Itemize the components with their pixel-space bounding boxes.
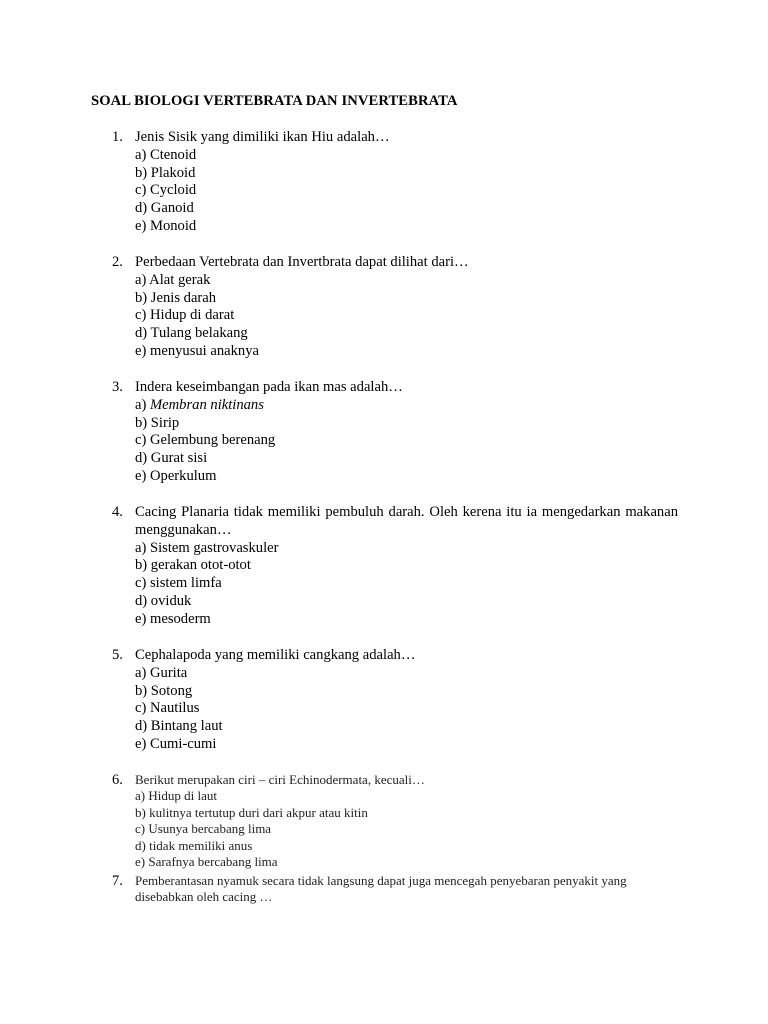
answer-option: c) Cycloid (135, 182, 197, 199)
question-number: 3. (112, 379, 123, 395)
answer-option: a) Hidup di laut (135, 788, 217, 804)
answer-option: c) Nautilus (135, 700, 200, 717)
answer-option: d) Tulang belakang (135, 325, 248, 342)
answer-option: b) Sotong (135, 682, 193, 699)
question-number: 5. (112, 647, 123, 663)
answer-option: c) Usunya bercabang lima (135, 821, 272, 837)
answer-option (135, 397, 678, 415)
answer-option: e) Sarafnya bercabang lima (135, 854, 278, 870)
answer-option: e) Monoid (135, 217, 197, 234)
answer-option: e) Operkulum (135, 467, 217, 484)
answer-option: d) oviduk (135, 592, 192, 609)
answer-option: e) menyusui anaknya (135, 342, 260, 359)
question-7 (112, 873, 678, 906)
answer-option: b) Sirip (135, 414, 180, 431)
question-number: 2. (112, 254, 123, 270)
question-stem: Indera keseimbangan pada ikan mas adalah… (135, 379, 403, 395)
answer-option: d) Ganoid (135, 200, 194, 217)
question-stem: Jenis Sisik yang dimiliki ikan Hiu adalah… (135, 129, 390, 145)
question-number: 4. (112, 504, 123, 520)
question-number: 1. (112, 129, 123, 145)
answer-option: b) Jenis darah (135, 289, 217, 306)
question-stem: Cacing Planaria tidak memiliki pembuluh darah. Oleh kerena itu ia mengedarkan makanan menggunakan… (135, 504, 678, 538)
answer-option: c) sistem limfa (135, 575, 222, 592)
question-stem: Cephalapoda yang memiliki cangkang adalah… (135, 647, 416, 663)
question-stem: Perbedaan Vertebrata dan Invertbrata dapat dilihat dari… (135, 254, 469, 270)
answer-option: e) mesoderm (135, 610, 211, 627)
answer-option: c) Gelembung berenang (135, 432, 276, 449)
answer-option: b) gerakan otot-otot (135, 557, 251, 574)
question-1 (112, 129, 678, 236)
question-number: 7. (112, 873, 123, 889)
answer-option: a) Sistem gastrovaskuler (135, 539, 279, 556)
question-number: 6. (112, 772, 123, 788)
answer-option: d) tidak memiliki anus (135, 837, 253, 853)
question-stem: Pemberantasan nyamuk secara tidak langsung dapat juga mencegah penyebaran penyakit yang disebabkan oleh cacing … (135, 873, 627, 905)
question-5 (112, 647, 678, 754)
answer-option: e) Cumi-cumi (135, 735, 217, 752)
answer-option: d) Gurat sisi (135, 450, 208, 467)
answer-option: a) Gurita (135, 664, 188, 681)
document-title: SOAL BIOLOGI VERTEBRATA DAN INVERTEBRATA (91, 93, 458, 109)
answer-option: d) Bintang laut (135, 718, 223, 735)
question-stem: Berikut merupakan ciri – ciri Echinodermata, kecuali… (135, 772, 425, 787)
answer-option: c) Hidup di darat (135, 307, 235, 324)
option-letter: a) (135, 396, 150, 413)
answer-option: b) Plakoid (135, 164, 196, 181)
option-text-italic: Membran niktinans (150, 396, 264, 413)
answer-option: a) Alat gerak (135, 271, 211, 288)
question-3 (112, 379, 678, 486)
answer-option: b) kulitnya tertutup duri dari akpur atau kitin (135, 804, 368, 820)
answer-option: a) Ctenoid (135, 146, 197, 163)
question-2 (112, 254, 678, 361)
question-6 (112, 772, 678, 870)
question-4 (112, 504, 678, 629)
